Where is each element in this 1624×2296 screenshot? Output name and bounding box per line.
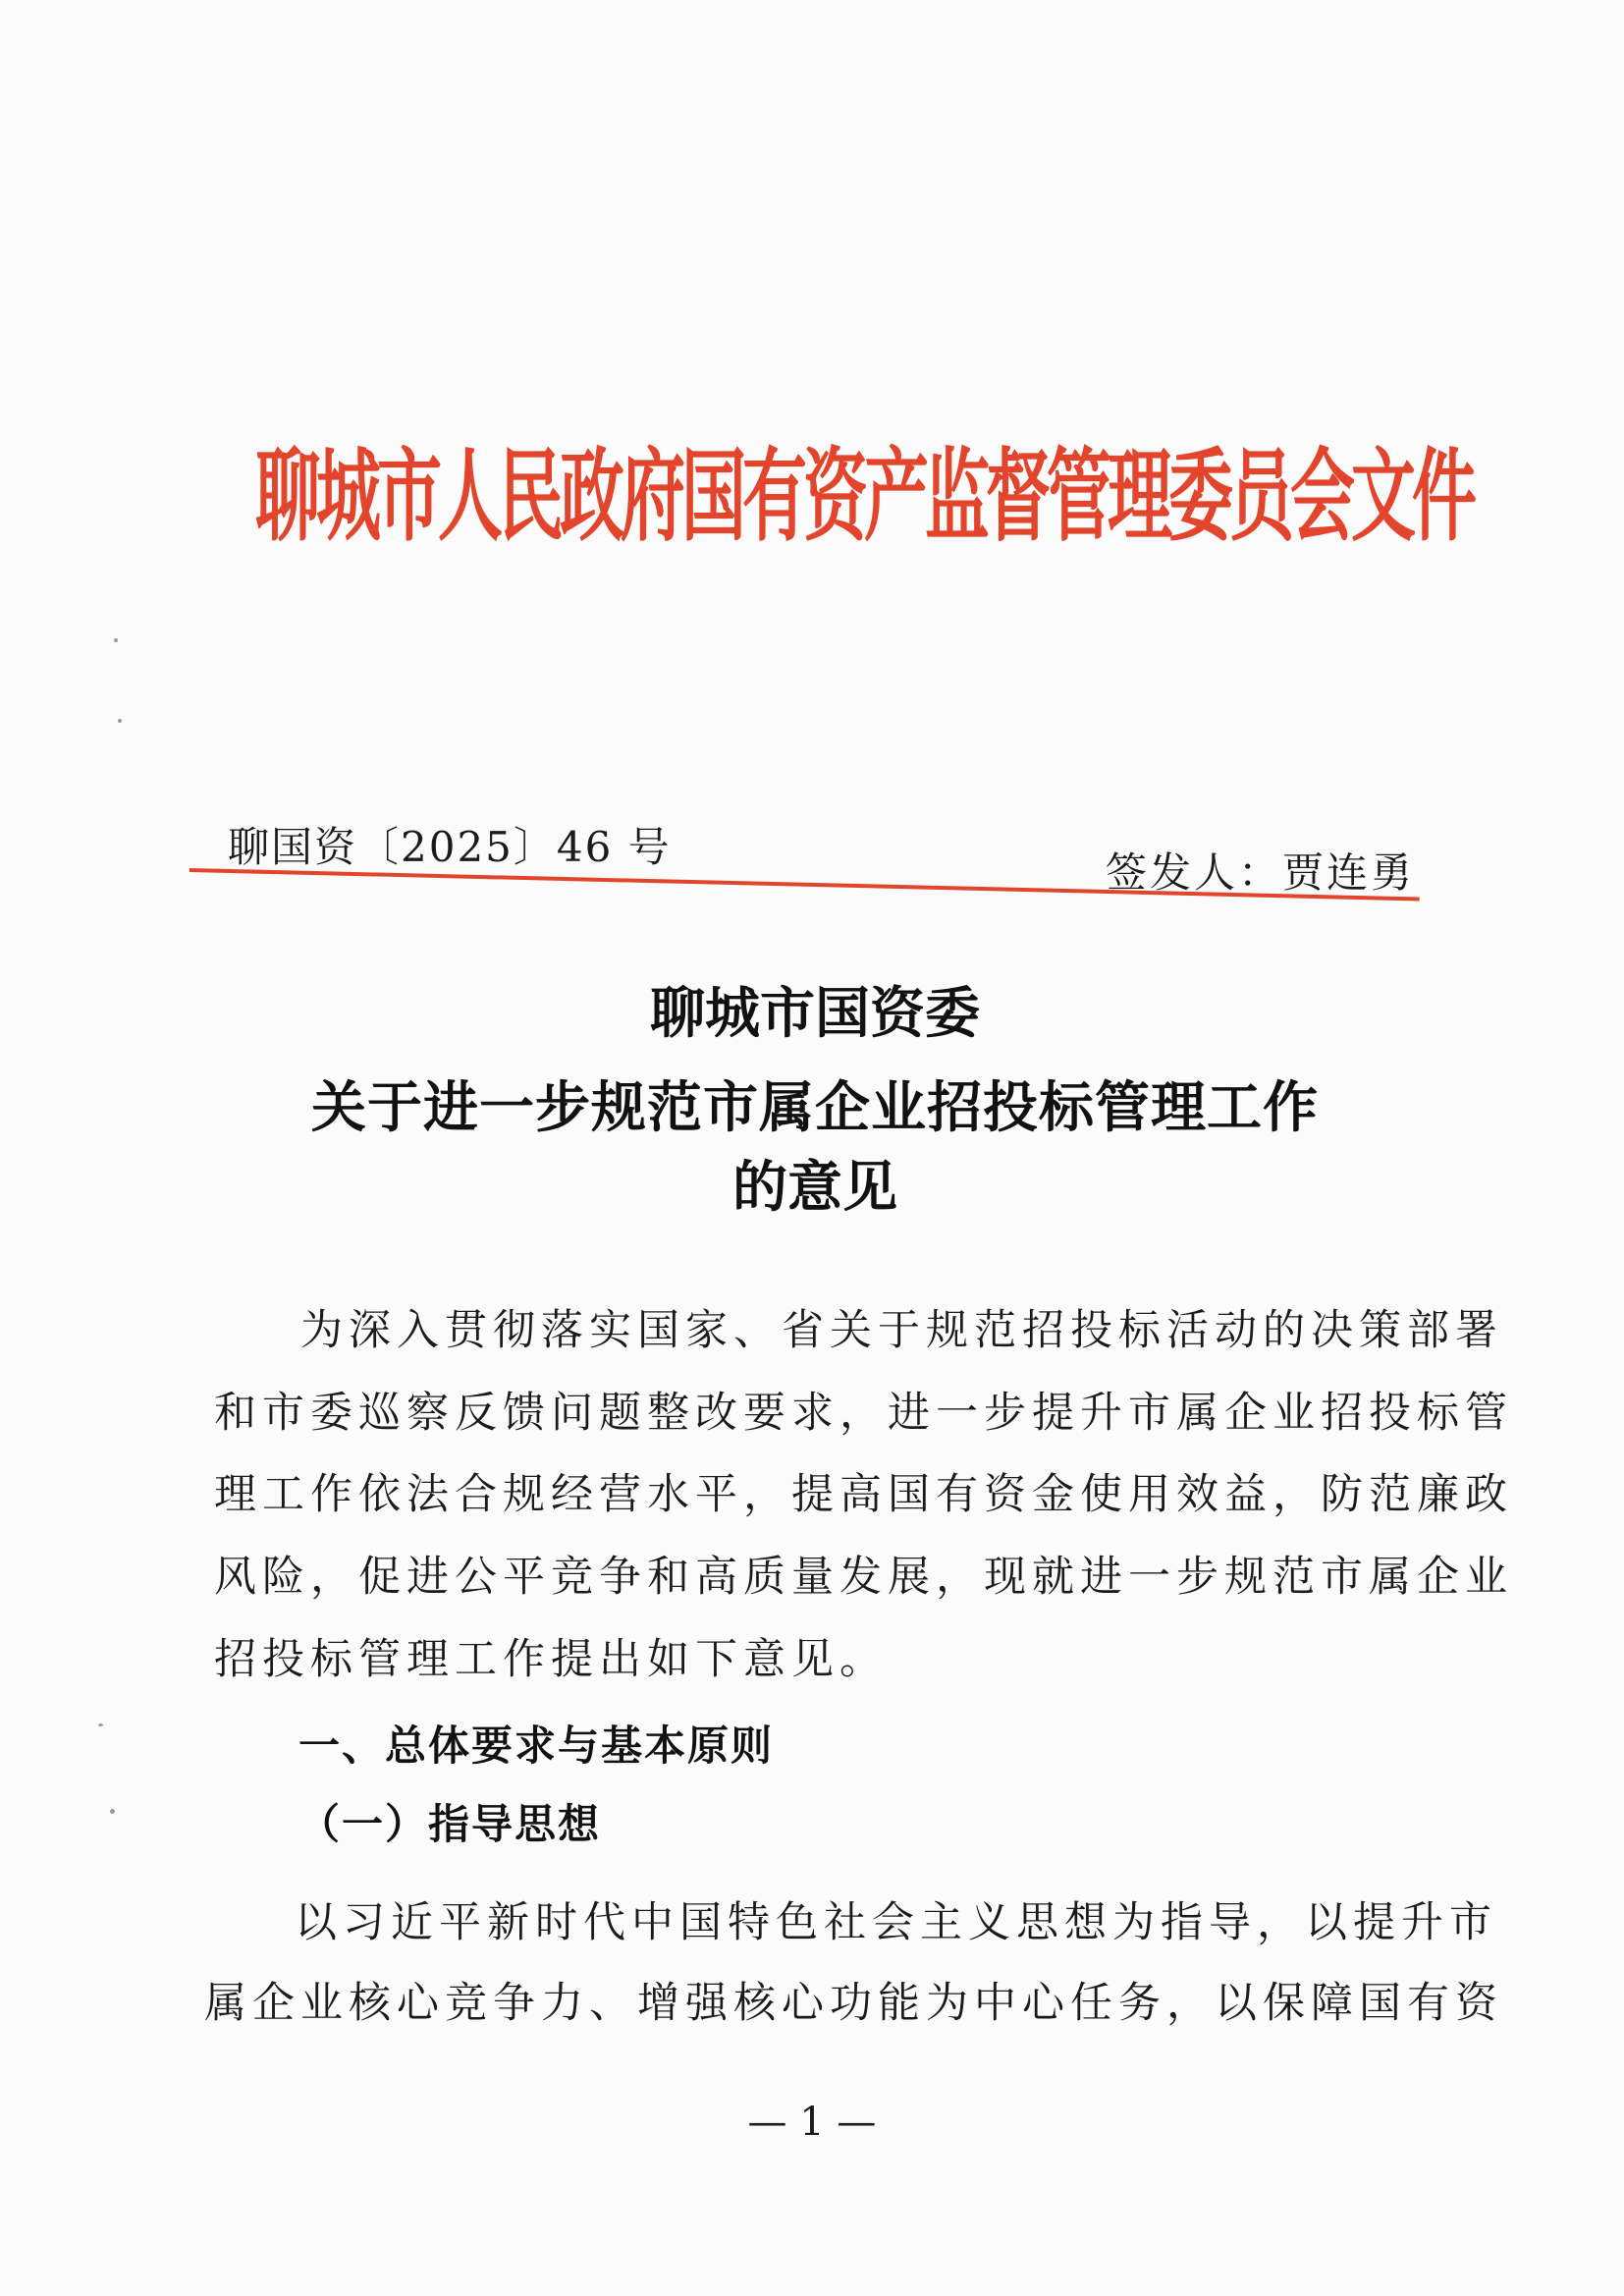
- document-title-line-3: 的意见: [732, 1155, 897, 1220]
- scan-speck: [110, 1809, 115, 1814]
- letterhead: 聊城市人民政府国有资产监督管理委员会文件: [255, 437, 1473, 556]
- intro-paragraph-line: 和市委巡察反馈问题整改要求，进一步提升市属企业招投标管: [214, 1389, 1513, 1438]
- intro-paragraph-line: 为深入贯彻落实国家、省关于规范招投标活动的决策部署: [300, 1306, 1503, 1355]
- guiding-paragraph-line: 属企业核心竞争力、增强核心功能为中心任务，以保障国有资: [204, 1979, 1503, 2028]
- document-number: 聊国资〔2025〕46 号: [228, 823, 672, 871]
- page-number: — 1 —: [747, 2100, 877, 2145]
- subsection-heading: （一）指导思想: [298, 1800, 602, 1848]
- intro-paragraph-line: 招投标管理工作提出如下意见。: [214, 1635, 888, 1684]
- guiding-paragraph-line: 以习近平新时代中国特色社会主义思想为指导，以提升市: [295, 1898, 1497, 1947]
- intro-paragraph-line: 理工作依法合规经营水平，提高国有资金使用效益，防范廉政: [214, 1470, 1513, 1519]
- issuer-signature-label: 签发人：贾连勇: [1105, 848, 1415, 897]
- section-heading: 一、总体要求与基本原则: [298, 1722, 775, 1770]
- scan-speck: [98, 1723, 103, 1726]
- scan-speck: [114, 638, 118, 642]
- document-title-line-1: 聊城市国资委: [650, 981, 980, 1046]
- scan-speck: [118, 719, 122, 723]
- document-title-line-2: 关于进一步规范市属企业招投标管理工作: [311, 1075, 1319, 1140]
- intro-paragraph-line: 风险，促进公平竞争和高质量发展，现就进一步规范市属企业: [214, 1553, 1513, 1602]
